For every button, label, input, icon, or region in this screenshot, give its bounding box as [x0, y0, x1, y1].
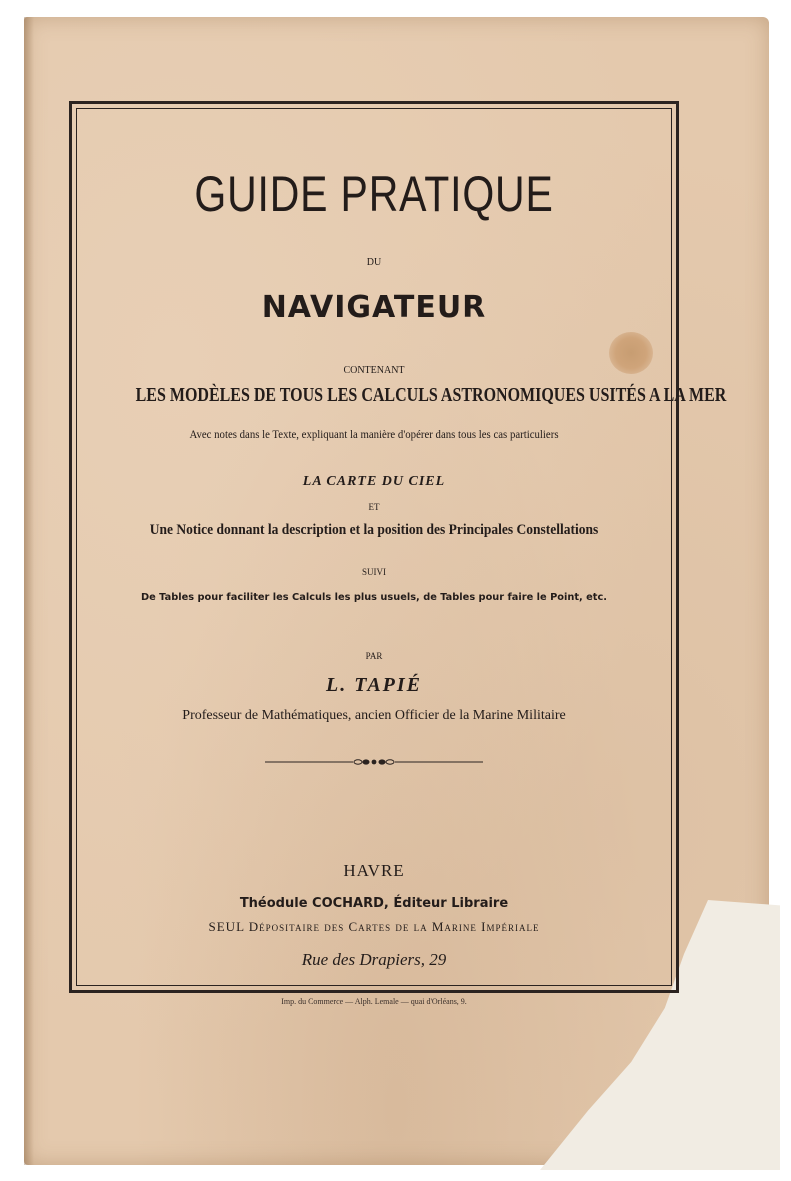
- contents-label: CONTENANT: [343, 365, 405, 376]
- contents-main: LES MODÈLES DE TOUS LES CALCULS ASTRONOMIQUES USITÉS A LA MER: [135, 384, 727, 406]
- ornament-divider: [265, 755, 483, 769]
- spine-edge: [24, 17, 34, 1165]
- and-connector: ET: [368, 502, 380, 512]
- city-name: HAVRE: [343, 861, 405, 880]
- publisher-address: Rue des Drapiers, 29: [301, 950, 447, 969]
- book-subject: NAVIGATEUR: [261, 290, 487, 325]
- tables-description: De Tables pour faciliter les Calculs les plus usuels, de Tables pour faire le Point, etc.: [140, 592, 608, 603]
- constellations-notice: Une Notice donnant la description et la position des Principales Constellations: [149, 522, 599, 538]
- author-credentials: Professeur de Mathématiques, ancien Officier de la Marine Militaire: [182, 708, 566, 723]
- by-label: PAR: [365, 651, 383, 661]
- printer-imprint: Imp. du Commerce — Alph. Lemale — quai d'Orléans, 9.: [281, 997, 467, 1006]
- contents-notes: Avec notes dans le Texte, expliquant la manière d'opérer dans tous les cas particuliers: [189, 427, 559, 441]
- author-name: L. TAPIÉ: [325, 674, 422, 696]
- depositary-note: SEUL Dépositaire des Cartes de la Marine Impériale: [208, 919, 540, 934]
- star-map-heading: LA CARTE DU CIEL: [302, 474, 446, 489]
- book-title: GUIDE PRATIQUE: [194, 166, 554, 222]
- followed-by-label: SUIVI: [362, 567, 386, 577]
- inner-border: [76, 108, 727, 986]
- publisher-name: Théodule COCHARD, Éditeur Libraire: [239, 896, 509, 911]
- title-connector: DU: [366, 257, 382, 268]
